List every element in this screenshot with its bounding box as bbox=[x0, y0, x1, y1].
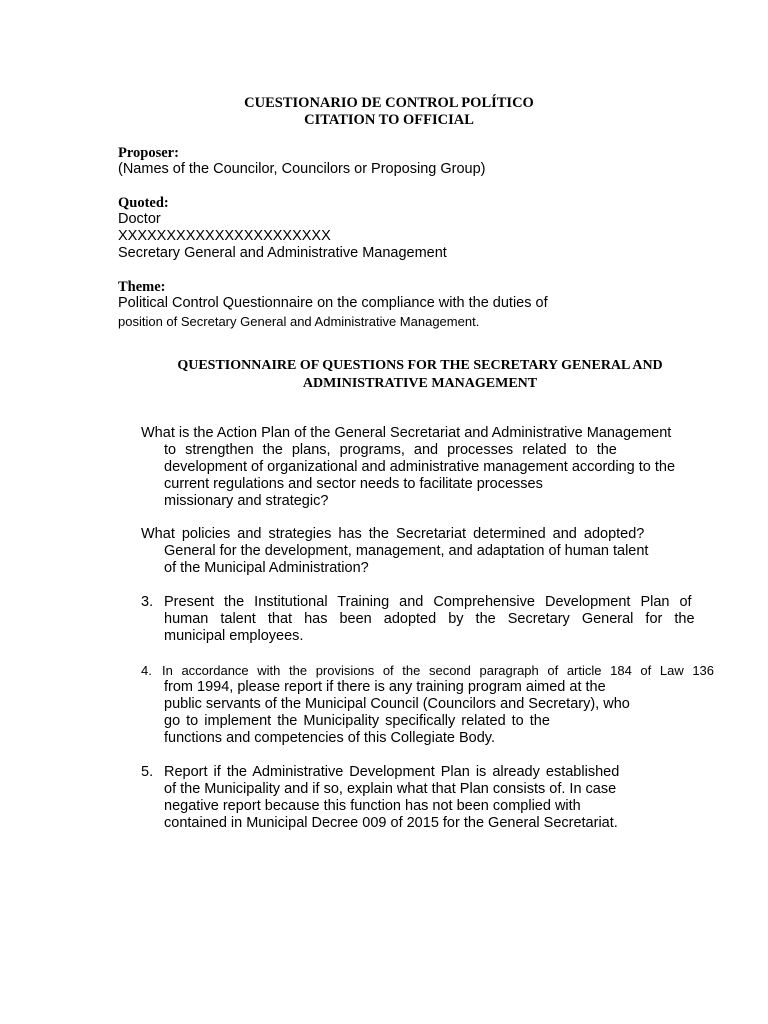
question-5-line-3: negative report because this function has not been complied with bbox=[164, 798, 581, 814]
theme-line-2: position of Secretary General and Administrative Management. bbox=[118, 314, 480, 329]
question-4-line-4: go to implement the Municipality specifically related to the bbox=[164, 713, 550, 729]
proposer-label: Proposer: bbox=[118, 145, 179, 161]
question-4-number: 4. bbox=[141, 663, 152, 678]
question-5-line-4: contained in Municipal Decree 009 of 2015 for the General Secretariat. bbox=[164, 815, 618, 831]
question-5-line-1: Report if the Administrative Development Plan is already established bbox=[164, 764, 620, 780]
quoted-title: Doctor bbox=[118, 211, 161, 227]
question-3-line-3: municipal employees. bbox=[164, 628, 304, 644]
question-1-line-2: to strengthen the plans, programs, and processes related to the bbox=[164, 442, 617, 458]
question-3-line-1: Present the Institutional Training and Comprehensive Development Plan of bbox=[164, 594, 692, 610]
question-4-line-5: functions and competencies of this Collegiate Body. bbox=[164, 730, 496, 746]
question-1-text-1: What is the Action Plan of the General Secretariat and Administrative Management bbox=[141, 425, 672, 441]
questionnaire-heading-2: ADMINISTRATIVE MANAGEMENT bbox=[302, 376, 538, 391]
document-title: CUESTIONARIO DE CONTROL POLÍTICO bbox=[244, 95, 534, 111]
question-3-line-2: human talent that has been adopted by the Secretary General for the bbox=[164, 611, 695, 627]
quoted-name: XXXXXXXXXXXXXXXXXXXXXX bbox=[118, 228, 331, 244]
question-5-number: 5. bbox=[141, 764, 154, 780]
question-1-line-5: missionary and strategic? bbox=[164, 493, 329, 509]
question-4-line-2: from 1994, please report if there is any training program aimed at the bbox=[164, 679, 606, 695]
quoted-position: Secretary General and Administrative Management bbox=[118, 245, 447, 261]
question-5-line-2: of the Municipality and if so, explain what that Plan consists of. In case bbox=[164, 781, 617, 797]
document-subtitle: CITATION TO OFFICIAL bbox=[304, 112, 474, 128]
quoted-label: Quoted: bbox=[118, 195, 169, 211]
question-2-line-3: of the Municipal Administration? bbox=[164, 560, 369, 576]
question-2-line-2: General for the development, management, and adaptation of human talent bbox=[164, 543, 649, 559]
theme-label: Theme: bbox=[118, 279, 166, 295]
question-1-line-3: development of organizational and administrative management according to the bbox=[164, 459, 676, 475]
question-3-number: 3. bbox=[141, 594, 154, 610]
question-2-line-1: What policies and strategies has the Secretariat determined and adopted? bbox=[141, 526, 645, 542]
question-4-line-1: In accordance with the provisions of the second paragraph of article 184 of Law 136 bbox=[162, 663, 715, 678]
proposer-text: (Names of the Councilor, Councilors or Proposing Group) bbox=[118, 161, 486, 177]
question-1-line-1 bbox=[141, 425, 766, 442]
question-4-line-3: public servants of the Municipal Council (Councilors and Secretary), who bbox=[164, 696, 630, 712]
theme-line-1: Political Control Questionnaire on the compliance with the duties of bbox=[118, 295, 548, 311]
questionnaire-heading: QUESTIONNAIRE OF QUESTIONS FOR THE SECRETARY GENERAL AND bbox=[177, 358, 663, 373]
question-1-line-4: current regulations and sector needs to facilitate processes bbox=[164, 476, 543, 492]
